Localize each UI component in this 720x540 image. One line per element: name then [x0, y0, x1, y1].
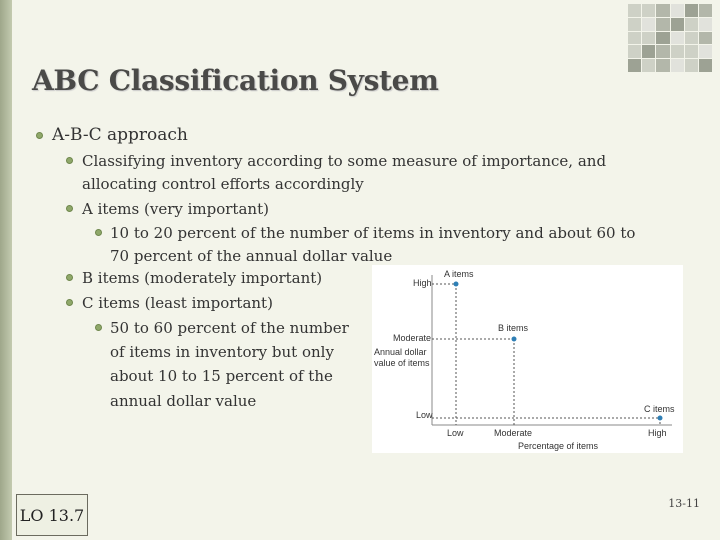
- bullet-c-detail: [110, 316, 349, 340]
- point-b-items: [512, 337, 517, 342]
- bullet-a-detail-line1: 10 to 20 percent of the number of items in inventory and about 60 to: [110, 224, 636, 242]
- bullet-classifying-line2: allocating control efforts accordingly: [82, 175, 364, 193]
- y-tick-high: High: [413, 278, 432, 288]
- y-tick-moderate: Moderate: [393, 333, 432, 343]
- bullet-c-detail-cont1: [110, 340, 334, 364]
- slide-title: ABC Classification System: [32, 64, 439, 97]
- bullet-c-detail-line2: of items in inventory but only: [110, 343, 334, 361]
- learning-objective-badge: [16, 494, 88, 536]
- bullet-b-items: [82, 266, 322, 290]
- bullet-classifying: [82, 149, 606, 173]
- bullet-dot-icon: [66, 274, 73, 281]
- bullet-c-detail-line1: 50 to 60 percent of the number: [110, 319, 349, 337]
- label-b-items: B items: [498, 323, 529, 333]
- bullet-dot-icon: [66, 157, 73, 164]
- bullet-c-items-text: C items (least important): [82, 294, 273, 312]
- bullet-c-items: [82, 291, 273, 315]
- bullet-c-detail-cont3: [110, 389, 256, 413]
- bullet-c-detail-line3: about 10 to 15 percent of the: [110, 367, 333, 385]
- x-title: Percentage of items: [518, 441, 599, 451]
- bullet-c-detail-cont2: [110, 364, 333, 388]
- bullet-dot-icon: [66, 299, 73, 306]
- label-c-items: C items: [644, 404, 675, 414]
- bullet-a-detail: [110, 221, 635, 245]
- y-title-line2: value of items: [374, 358, 430, 368]
- bullet-approach-text: A-B-C approach: [52, 125, 188, 145]
- bullet-approach: [52, 123, 188, 147]
- learning-objective-label: LO 13.7: [19, 505, 85, 525]
- bullet-a-items: [82, 197, 269, 221]
- bullet-a-items-text: A items (very important): [82, 200, 269, 218]
- bullet-dot-icon: [95, 229, 102, 236]
- bullet-classifying-cont: [82, 172, 364, 196]
- bullet-classifying-line1: Classifying inventory according to some measure of importance, and: [82, 152, 607, 170]
- y-tick-low: Low: [416, 410, 433, 420]
- x-tick-moderate: Moderate: [494, 428, 533, 438]
- bullet-dot-icon: [95, 324, 102, 331]
- bullet-dot-icon: [66, 205, 73, 212]
- abc-figure: [372, 265, 683, 453]
- bullet-b-items-text: B items (moderately important): [82, 269, 323, 287]
- point-a-items: [454, 282, 459, 287]
- x-tick-high: High: [648, 428, 667, 438]
- point-c-items: [658, 416, 663, 421]
- bullet-a-detail-line2: 70 percent of the annual dollar value: [110, 247, 393, 265]
- x-tick-low: Low: [447, 428, 464, 438]
- bullet-c-detail-line4: annual dollar value: [110, 392, 257, 410]
- label-a-items: A items: [444, 269, 474, 279]
- page-number: 13-11: [668, 497, 700, 510]
- abc-figure-svg: [372, 265, 683, 453]
- bullet-a-detail-cont: [110, 244, 392, 268]
- y-title-line1: Annual dollar: [374, 347, 427, 357]
- bullet-dot-icon: [36, 132, 43, 139]
